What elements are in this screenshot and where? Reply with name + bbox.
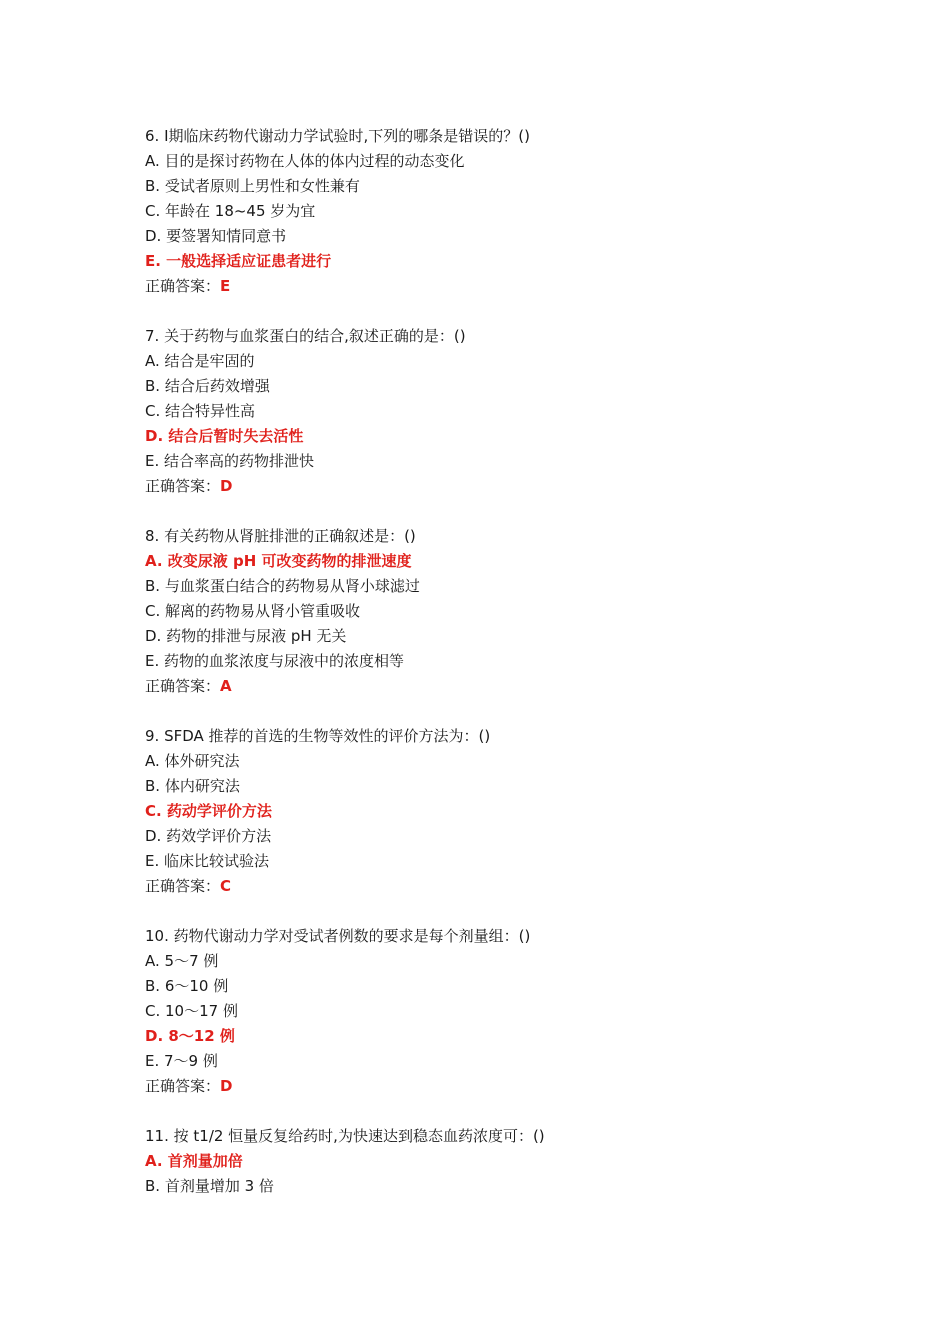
option-a: A. 体外研究法 <box>145 752 240 770</box>
option-b: B. 受试者原则上男性和女性兼有 <box>145 177 360 195</box>
option-b: B. 体内研究法 <box>145 777 240 795</box>
option-b: B. 与血浆蛋白结合的药物易从肾小球滤过 <box>145 577 420 595</box>
option-c: C. 结合特异性高 <box>145 402 256 420</box>
option-a-correct: A. 改变尿液 pH 可改变药物的排泄速度 <box>145 552 412 570</box>
option-b: B. 结合后药效增强 <box>145 377 270 395</box>
answer-key: D <box>220 1077 233 1095</box>
option-e: E. 7～9 例 <box>145 1052 218 1070</box>
question-stem: 10. 药物代谢动力学对受试者例数的要求是每个剂量组：() <box>145 927 531 945</box>
answer-key: E <box>220 277 231 295</box>
option-a-correct: A. 首剂量加倍 <box>145 1152 243 1170</box>
option-c: C. 10～17 例 <box>145 1002 238 1020</box>
option-e: E. 临床比较试验法 <box>145 852 270 870</box>
document-page <box>145 124 845 1224</box>
option-d: D. 药物的排泄与尿液 pH 无关 <box>145 627 347 645</box>
option-d: D. 药效学评价方法 <box>145 827 272 845</box>
option-d-correct: D. 结合后暂时失去活性 <box>145 427 304 445</box>
question-stem: 9. SFDA 推荐的首选的生物等效性的评价方法为：() <box>145 727 491 745</box>
answer-label: 正确答案： <box>145 277 221 295</box>
option-a: A. 目的是探讨药物在人体的体内过程的动态变化 <box>145 152 465 170</box>
question-stem: 8. 有关药物从肾脏排泄的正确叙述是：() <box>145 527 416 545</box>
option-d: D. 要签署知情同意书 <box>145 227 287 245</box>
option-a: A. 5～7 例 <box>145 952 219 970</box>
answer-line <box>145 274 845 299</box>
answer-key: C <box>220 877 232 895</box>
option-e: E. 药物的血浆浓度与尿液中的浓度相等 <box>145 652 405 670</box>
question-stem: 6. Ⅰ期临床药物代谢动力学试验时,下列的哪条是错误的？() <box>145 127 530 145</box>
option-c-correct: C. 药动学评价方法 <box>145 802 272 820</box>
option-a: A. 结合是牢固的 <box>145 352 255 370</box>
option-d-correct: D. 8～12 例 <box>145 1027 235 1045</box>
answer-key: D <box>220 477 233 495</box>
question-stem: 11. 按 t1/2 恒量反复给药时,为快速达到稳态血药浓度可：() <box>145 1127 545 1145</box>
question-8 <box>145 524 845 699</box>
option-c: C. 年龄在 18~45 岁为宜 <box>145 202 316 220</box>
answer-line <box>145 674 845 699</box>
question-7 <box>145 324 845 499</box>
question-stem: 7. 关于药物与血浆蛋白的结合,叙述正确的是：() <box>145 327 466 345</box>
answer-label: 正确答案： <box>145 477 221 495</box>
answer-line <box>145 1074 845 1099</box>
question-9 <box>145 724 845 899</box>
option-e-correct: E. 一般选择适应证患者进行 <box>145 252 332 270</box>
answer-key: A <box>220 677 232 695</box>
answer-line <box>145 474 845 499</box>
answer-label: 正确答案： <box>145 877 221 895</box>
question-6 <box>145 124 845 299</box>
option-c: C. 解离的药物易从肾小管重吸收 <box>145 602 361 620</box>
answer-line <box>145 874 845 899</box>
option-b: B. 6～10 例 <box>145 977 229 995</box>
option-e: E. 结合率高的药物排泄快 <box>145 452 315 470</box>
question-11 <box>145 1124 845 1199</box>
question-10 <box>145 924 845 1099</box>
answer-label: 正确答案： <box>145 1077 221 1095</box>
option-b: B. 首剂量增加 3 倍 <box>145 1177 274 1195</box>
answer-label: 正确答案： <box>145 677 221 695</box>
